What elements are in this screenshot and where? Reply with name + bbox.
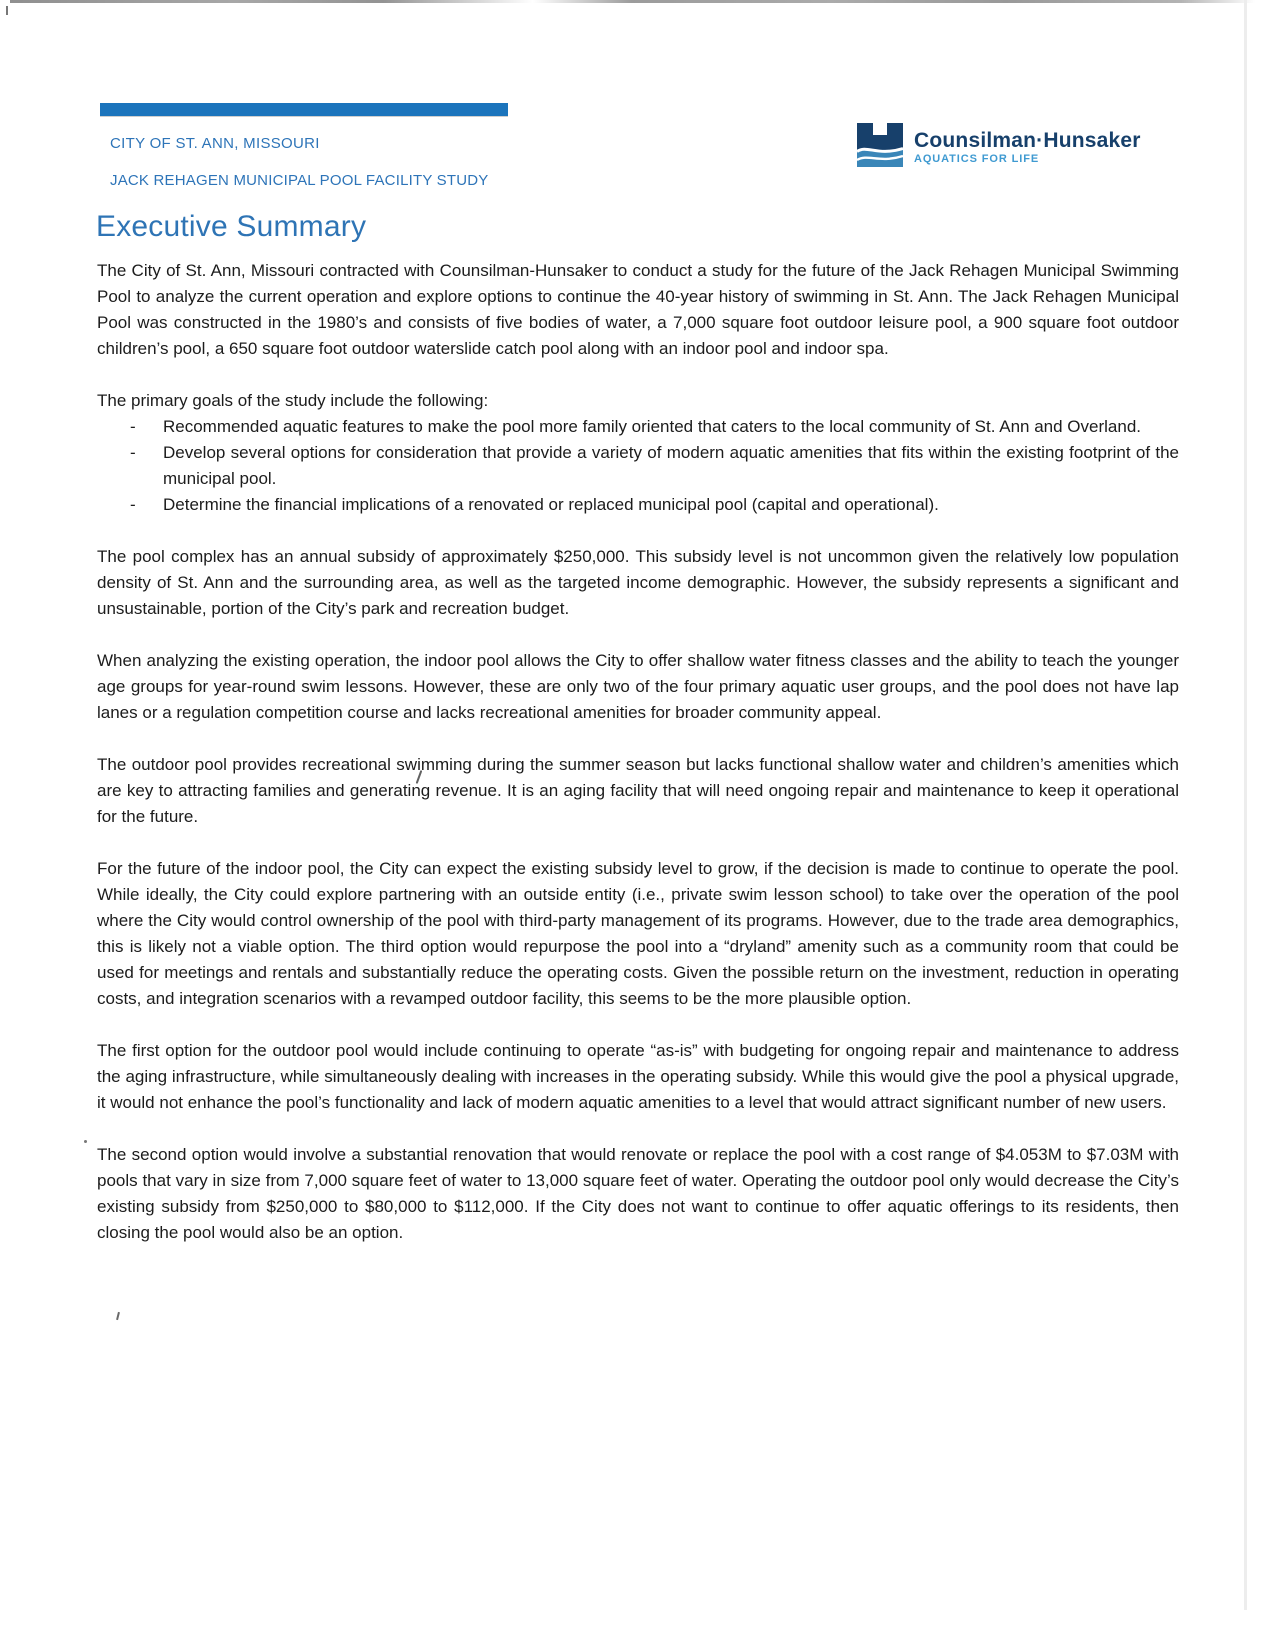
paragraph-indoor-operation: When analyzing the existing operation, the indoor pool allows the City to offer shallow water fitness classes and the ability to teach the younger age groups for year-round swim lessons. However, these are only two of the four primary aquatic user groups, and the pool does not have lap lanes or a regulation competition course and lacks recreational amenities for broader community appeal. [97, 651, 1179, 722]
scan-artifact-corner-tick [6, 6, 8, 15]
paragraph-outdoor-pool: The outdoor pool provides recreational swimming during the summer season but lacks functional shallow water and children’s amenities which are key to attracting families and generating revenue. It is an aging facility that will need ongoing repair and maintenance to keep it operational for the future. [97, 755, 1179, 826]
header-rule-bar [100, 103, 508, 116]
document-body [97, 258, 1179, 1272]
goal-item-text: Recommended aquatic features to make the pool more family oriented that caters to the local community of St. Ann and Overland. [163, 417, 1142, 436]
goal-item-text: Determine the financial implications of a renovated or replaced municipal pool (capital and operational). [163, 495, 939, 514]
paragraph-overview: The City of St. Ann, Missouri contracted with Counsilman-Hunsaker to conduct a study for the future of the Jack Rehagen Municipal Swimming Pool to analyze the current operation and explore options to continue the 40-year history of swimming in St. Ann. The Jack Rehagen Municipal Pool was constructed in the 1980’s and consists of five bodies of water, a 7,000 square foot outdoor leisure pool, a 900 square foot outdoor children’s pool, a 650 square foot outdoor waterslide catch pool along with an indoor pool and indoor spa. [97, 261, 1179, 358]
page-title: Executive Summary [96, 210, 367, 243]
logo-tagline: AQUATICS FOR LIFE [914, 153, 1040, 165]
bullet-dash: - [130, 417, 136, 436]
paragraph-outdoor-option-two: The second option would involve a substantial renovation that would renovate or replace the pool with a cost range of $4.053M to $7.03M with pools that vary in size from 7,000 square feet of water to 13,000 square feet of water. Operating the outdoor pool only would decrease the City’s existing subsidy from $250,000 to $80,000 to $112,000. If the City does not want to continue to offer aquatic offerings to its residents, then closing the pool would also be an option. [97, 1145, 1179, 1242]
company-logo [855, 123, 1141, 167]
counsilman-hunsaker-waves-icon [855, 123, 905, 167]
scan-artifact-dot [84, 1140, 87, 1143]
header-document-title: JACK REHAGEN MUNICIPAL POOL FACILITY STUDY [110, 172, 489, 189]
goal-item-text: Develop several options for consideration that provide a variety of modern aquatic amenities that fits within the existing footprint of the municipal pool. [163, 443, 1179, 488]
logo-company-name: Counsilman·Hunsaker [914, 129, 1141, 152]
goal-item [97, 492, 1179, 518]
header-org-name: CITY OF ST. ANN, MISSOURI [110, 135, 320, 152]
paragraph-subsidy: The pool complex has an annual subsidy of approximately $250,000. This subsidy level is not uncommon given the relatively low population density of St. Ann and the surrounding area, as well as the targeted income demographic. However, the subsidy represents a significant and unsustainable, portion of the City’s park and recreation budget. [97, 547, 1179, 618]
goals-intro: The primary goals of the study include the following: [97, 391, 489, 410]
goal-item [97, 414, 1179, 440]
scan-artifact-top-line [10, 0, 1255, 3]
logo-text-block [914, 123, 1141, 165]
scan-artifact-comma-mark [116, 1312, 120, 1320]
paragraph-outdoor-option-one: The first option for the outdoor pool would include continuing to operate “as-is” with budgeting for ongoing repair and maintenance to address the aging infrastructure, while simultaneously dealing with increases in the operating subsidy. While this would give the pool a physical upgrade, it would not enhance the pool’s functionality and lack of modern aquatic amenities to a level that would attract significant number of new users. [97, 1041, 1179, 1112]
paragraph-indoor-future: For the future of the indoor pool, the City can expect the existing subsidy level to grow, if the decision is made to continue to operate the pool. While ideally, the City could explore partnering with an outside entity (i.e., private swim lesson school) to take over the operation of the pool where the City would control ownership of the pool with third-party management of its programs. However, due to the trade area demographics, this is likely not a viable option. The third option would repurpose the pool into a “dryland” amenity such as a community room that could be used for meetings and rentals and substantially reduce the operating costs. Given the possible return on the investment, reduction in operating costs, and integration scenarios with a revamped outdoor facility, this seems to be the more plausible option. [97, 859, 1179, 1008]
bullet-dash: - [130, 443, 136, 462]
goal-item [97, 440, 1179, 492]
bullet-dash: - [130, 495, 136, 514]
scan-artifact-right-edge [1244, 0, 1247, 1610]
goal-list [97, 414, 1179, 518]
